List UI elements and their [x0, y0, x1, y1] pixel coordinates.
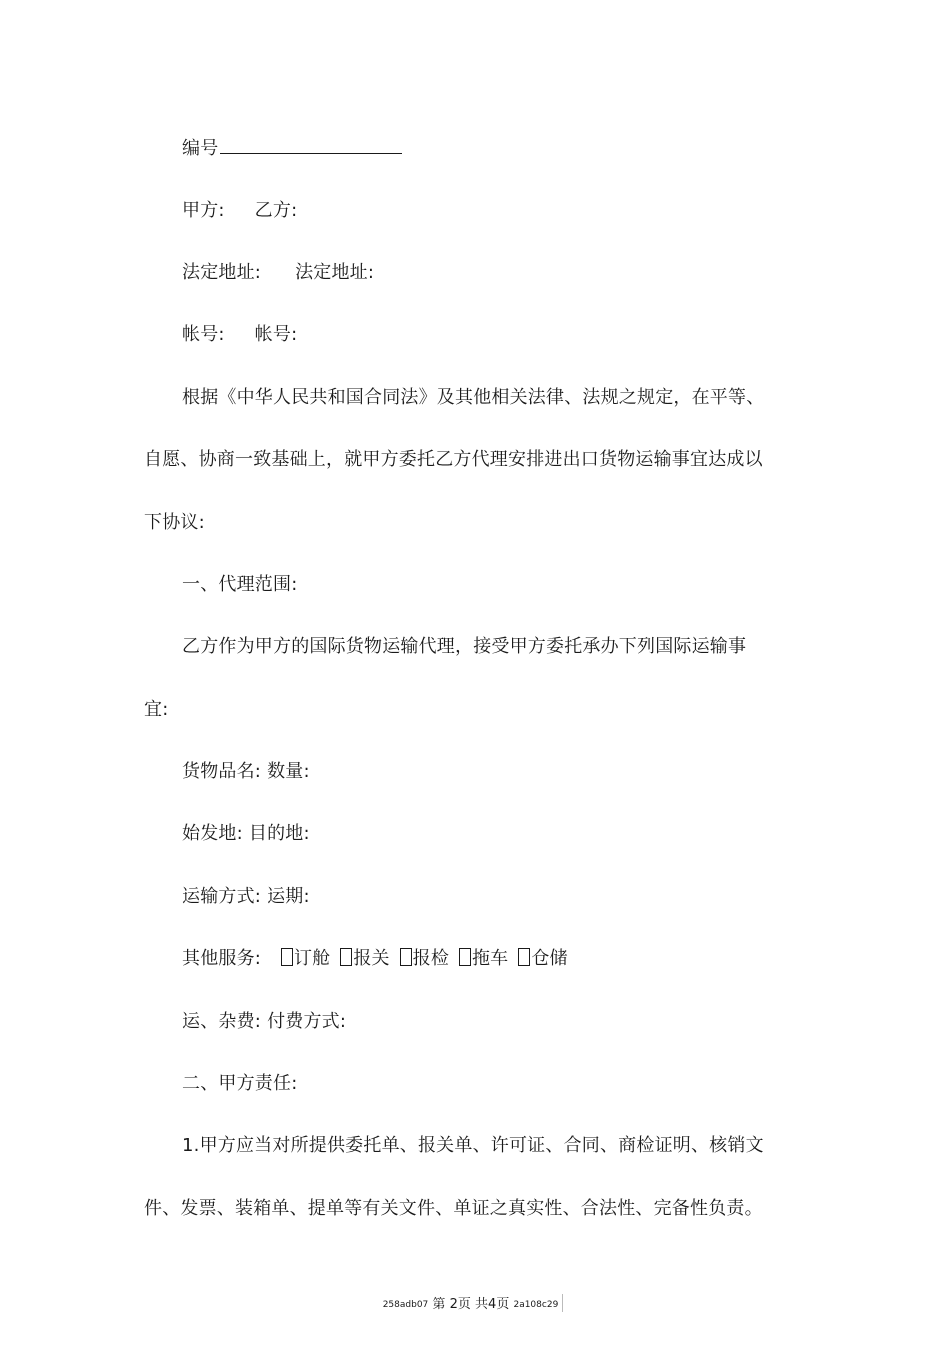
transport-line	[182, 885, 310, 909]
section2-item1-line-2: 件、发票、装箱单、提单等有关文件、单证之真实性、合法性、完备性负责。	[144, 1198, 763, 1219]
account-b-label: 帐号:	[254, 324, 298, 345]
parties-line	[182, 199, 297, 223]
footer-code-right: 2a108c29	[513, 1300, 559, 1310]
section1-text-line-1: 乙方作为甲方的国际货物运输代理，接受甲方委托承办下列国际运输事	[182, 636, 747, 657]
legal-address-b-label: 法定地址:	[295, 262, 375, 283]
goods-name-label: 货物品名:	[182, 761, 262, 782]
preamble-line-2: 自愿、协商一致基础上，就甲方委托乙方代理安排进出口货物运输事宜达成以	[144, 449, 763, 470]
page-footer	[0, 1294, 950, 1314]
section2-title: 二、甲方责任:	[182, 1073, 298, 1094]
destination-label: 目的地:	[248, 823, 310, 844]
footer-separator	[562, 1294, 563, 1312]
checkbox-trucking[interactable]	[459, 948, 471, 966]
party-b-label: 乙方:	[254, 200, 298, 221]
footer-total-prefix: 共	[475, 1297, 489, 1312]
service-booking: 订舱	[294, 948, 331, 969]
legal-address-line	[182, 261, 374, 285]
legal-address-a-label: 法定地址:	[182, 262, 262, 283]
service-customs: 报关	[353, 948, 390, 969]
service-inspection: 报检	[412, 948, 450, 969]
footer-page-number: 2	[449, 1297, 458, 1312]
fees-line	[182, 1010, 346, 1034]
service-warehousing: 仓储	[531, 948, 568, 969]
checkbox-warehousing[interactable]	[518, 948, 530, 966]
section2-item1-line-1: 1.甲方应当对所提供委托单、报关单、许可证、合同、商检证明、核销文	[182, 1135, 764, 1156]
section1-title: 一、代理范围:	[182, 574, 298, 595]
fees-label: 运、杂费:	[182, 1011, 262, 1032]
party-a-label: 甲方:	[182, 200, 225, 221]
account-line	[182, 323, 297, 347]
footer-code-left: 258adb07	[382, 1300, 429, 1310]
footer-total-pages: 4	[488, 1297, 497, 1312]
origin-destination-line	[182, 822, 310, 846]
contract-number-label: 编号	[182, 138, 219, 159]
transport-mode-label: 运输方式:	[182, 886, 262, 907]
checkbox-inspection[interactable]	[400, 948, 412, 966]
account-a-label: 帐号:	[182, 324, 225, 345]
quantity-label: 数量:	[267, 761, 310, 782]
preamble-line-1: 根据《中华人民共和国合同法》及其他相关法律、法规之规定，在平等、	[182, 387, 765, 408]
footer-total-suffix: 页	[496, 1297, 510, 1312]
payment-method-label: 付费方式:	[267, 1011, 347, 1032]
checkbox-booking[interactable]	[281, 948, 293, 966]
preamble-line-3: 下协议:	[144, 512, 205, 533]
goods-line	[182, 760, 310, 784]
service-trucking: 拖车	[471, 948, 509, 969]
contract-number-blank	[220, 137, 402, 154]
footer-page-suffix: 页	[457, 1297, 471, 1312]
contract-number-line	[182, 137, 402, 161]
other-services-line	[182, 947, 568, 971]
transport-period-label: 运期:	[267, 886, 310, 907]
section1-text-line-2: 宜:	[144, 699, 169, 720]
checkbox-customs[interactable]	[340, 948, 352, 966]
other-services-label: 其他服务:	[182, 948, 262, 969]
origin-label: 始发地:	[182, 823, 243, 844]
footer-page-prefix: 第	[432, 1297, 446, 1312]
